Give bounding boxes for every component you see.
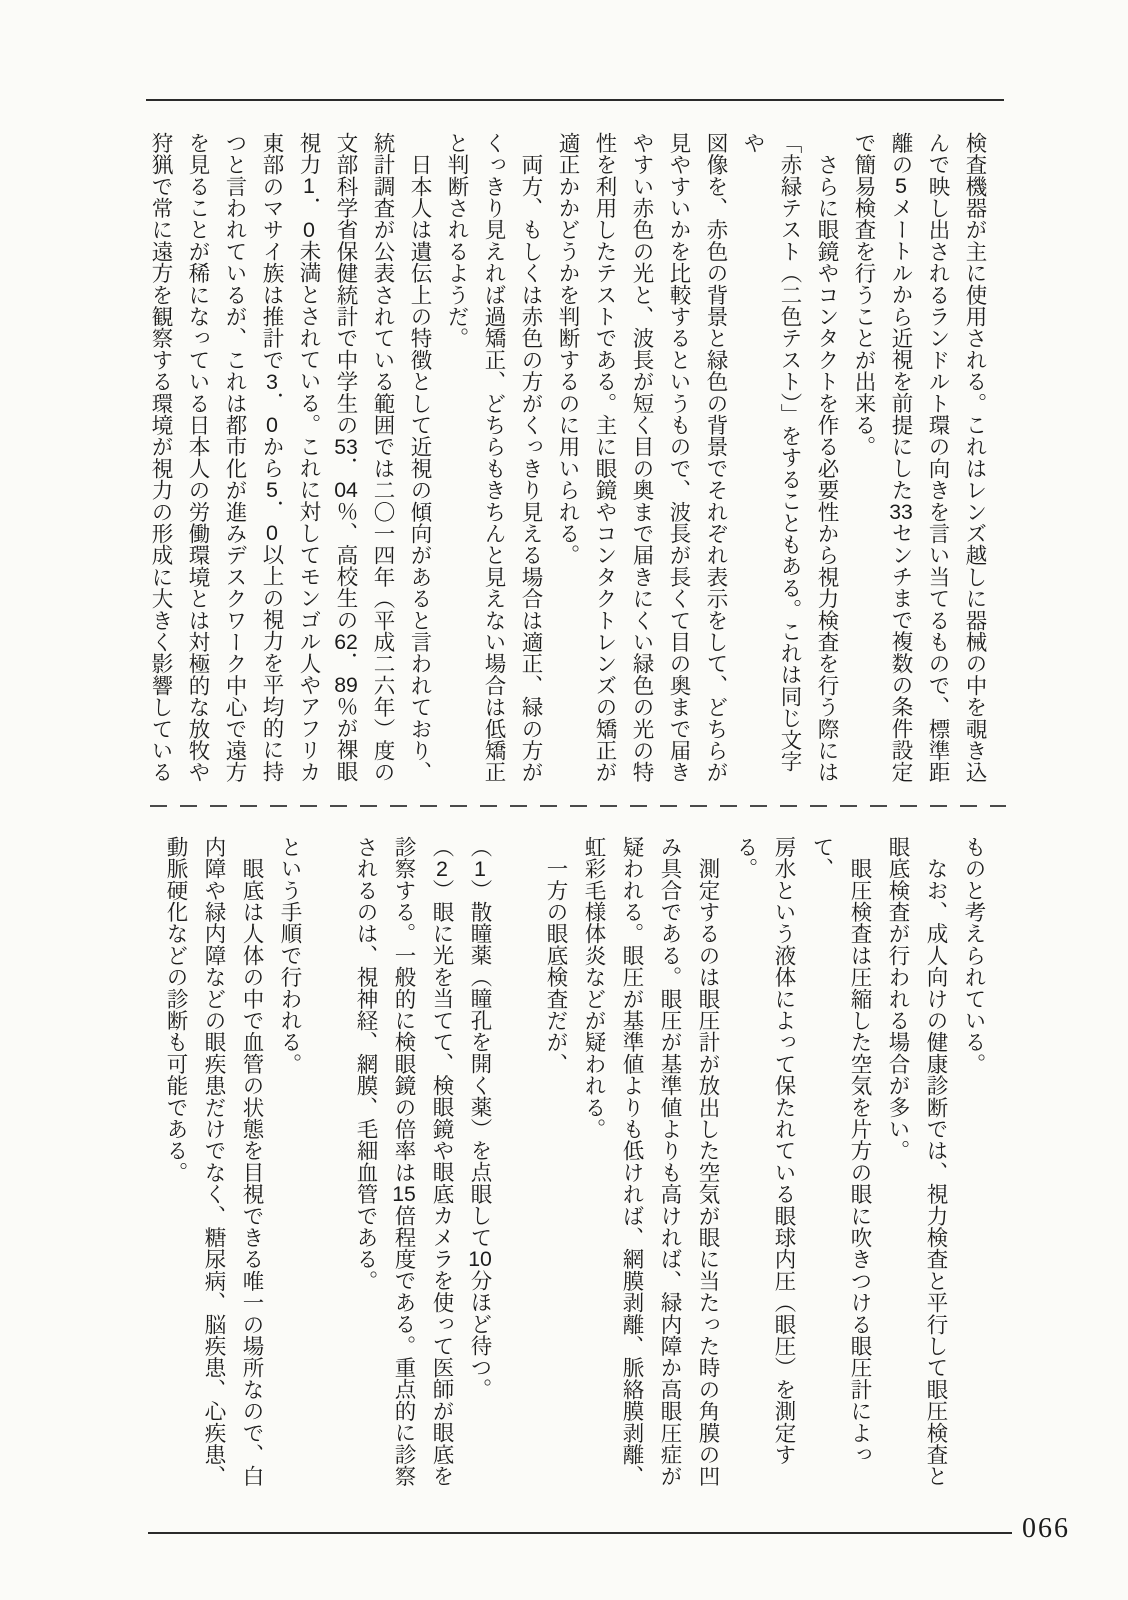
text-line: つと言われているが、これは都市化が進みデスクワーク中心で遠方 <box>223 132 247 783</box>
dashed-divider <box>150 805 1006 807</box>
text-line: 疑われる。眼圧が基準値よりも低ければ、網膜剥離、脈絡膜剥離、 <box>620 836 644 1487</box>
text-line: 日本人は遺伝上の特徴として近視の傾向があると言われており、 <box>408 132 432 783</box>
tatechuyoko-number: 0 <box>266 413 278 436</box>
text-line: 一方の眼底検査だが、 <box>544 836 568 1075</box>
tatechuyoko-number: 33 <box>889 500 913 523</box>
text-line: 図像を、赤色の背景と緑色の背景でそれぞれ表示をして、どちらが <box>704 132 728 783</box>
text-line: 離の5メートルから近視を前提にした33センチまで複数の条件設定 <box>889 132 913 783</box>
text-line: 眼底は人体の中で血管の状態を目視できる唯一の場所なので、白 <box>240 836 264 1487</box>
tatechuyoko-number: 53 <box>334 435 358 458</box>
text-line: （2）眼に光を当てて、検眼鏡や眼底カメラを使って医師が眼底を <box>430 836 454 1487</box>
text-line: 東部のマサイ族は推計で3．0から5．0以上の視力を平均的に持 <box>260 132 284 783</box>
text-line: と判断されるようだ。 <box>445 132 469 349</box>
text-line: 房水という液体によって保たれている眼球内圧（眼圧）を測定する。 <box>734 836 796 1466</box>
tatechuyoko-number: 5 <box>266 478 278 501</box>
tatechuyoko-number: 0 <box>266 522 278 544</box>
tatechuyoko-number: 15 <box>392 1183 416 1205</box>
tatechuyoko-number: 0 <box>303 218 315 241</box>
top-rule <box>146 99 1004 101</box>
text-line: 「赤緑テスト（二色テスト）」をすることもある。これは同じ文字や <box>741 132 802 773</box>
text-line: 診察する。一般的に検眼鏡の倍率は15倍程度である。重点的に診察 <box>392 836 416 1487</box>
text-line: 見やすいかを比較するというもので、波長が長くて目の奥まで届き <box>667 132 691 783</box>
text-line: 検査機器が主に使用される。これはレンズ越しに器械の中を覗き込 <box>963 132 987 783</box>
text-line: で簡易検査を行うことが出来る。 <box>852 132 876 458</box>
text-line: 統計調査が公表されている範囲では二〇一四年（平成二六年）度の <box>371 132 395 783</box>
tatechuyoko-number: 89 <box>334 673 358 696</box>
tatechuyoko-number: 10 <box>468 1248 492 1270</box>
tatechuyoko-number: 04 <box>334 479 358 501</box>
text-line: さらに眼鏡やコンタクトを作る必要性から視力検査を行う際には <box>815 132 839 783</box>
text-line: 適正かかどうかを判断するのに用いられる。 <box>556 132 580 566</box>
text-line: み具合である。眼圧が基準値よりも高ければ、緑内障か高眼圧症が <box>658 836 682 1487</box>
text-line: ものと考えられている。 <box>962 836 986 1075</box>
text-line: くっきり見えれば過矯正、どちらもきちんと見えない場合は低矯正 <box>482 132 506 783</box>
text-line: 視力1．0未満とされている。これに対してモンゴル人やアフリカ <box>297 132 321 783</box>
text-line: 動脈硬化などの診断も可能である。 <box>164 836 188 1184</box>
tatechuyoko-number: 2 <box>436 857 448 880</box>
text-line: 両方、もしくは赤色の方がくっきり見える場合は適正、緑の方が <box>519 132 543 783</box>
text-line: を見ることが稀になっている日本人の労働環境とは対極的な放牧や <box>186 132 210 783</box>
text-line: （1）散瞳薬（瞳孔を開く薬）を点眼して10分ほど待つ。 <box>468 836 492 1400</box>
text-line: んで映し出されるランドルト環の向きを言い当てるもので、標準距 <box>926 132 950 783</box>
text-line: 眼圧検査は圧縮した空気を片方の眼に吹きつける眼圧計によって、 <box>810 836 872 1466</box>
text-line <box>499 836 537 1494</box>
text-line: やすい赤色の光と、波長が短く目の奥まで届きにくい緑色の光の特 <box>630 132 654 783</box>
text-line: 内障や緑内障などの眼疾患だけでなく、糖尿病、脳疾患、心疾患、 <box>202 836 226 1487</box>
text-line <box>309 836 347 1494</box>
text-line: 性を利用したテストである。主に眼鏡やコンタクトレンズの矯正が <box>593 132 617 783</box>
text-line: 狩猟で常に遠方を観察する環境が視力の形成に大きく影響している <box>149 132 173 783</box>
text-line: 虹彩毛様体炎などが疑われる。 <box>582 836 606 1140</box>
tatechuyoko-number: 3 <box>266 370 278 393</box>
text-line: 眼底検査が行われる場合が多い。 <box>886 836 910 1162</box>
text-line: 文部科学省保健統計で中学生の53．04％、高校生の62．89％が裸眼 <box>334 132 358 783</box>
bottom-rule <box>148 1532 1012 1534</box>
tatechuyoko-number: 62 <box>334 630 358 653</box>
text-line: なお、成人向けの健康診断では、視力検査と平行して眼圧検査と <box>924 836 948 1487</box>
text-line: 測定するのは眼圧計が放出した空気が眼に当たった時の角膜の凹 <box>696 836 720 1487</box>
text-line: という手順で行われる。 <box>278 836 302 1075</box>
tatechuyoko-number: 1 <box>474 857 486 880</box>
upper-text-block <box>142 132 993 790</box>
text-line: されるのは、視神経、網膜、毛細血管である。 <box>354 836 378 1292</box>
page-number: 066 <box>1022 1513 1070 1544</box>
lower-text-block <box>157 836 993 1494</box>
tatechuyoko-number: 1 <box>303 175 315 197</box>
tatechuyoko-number: 5 <box>895 175 907 197</box>
